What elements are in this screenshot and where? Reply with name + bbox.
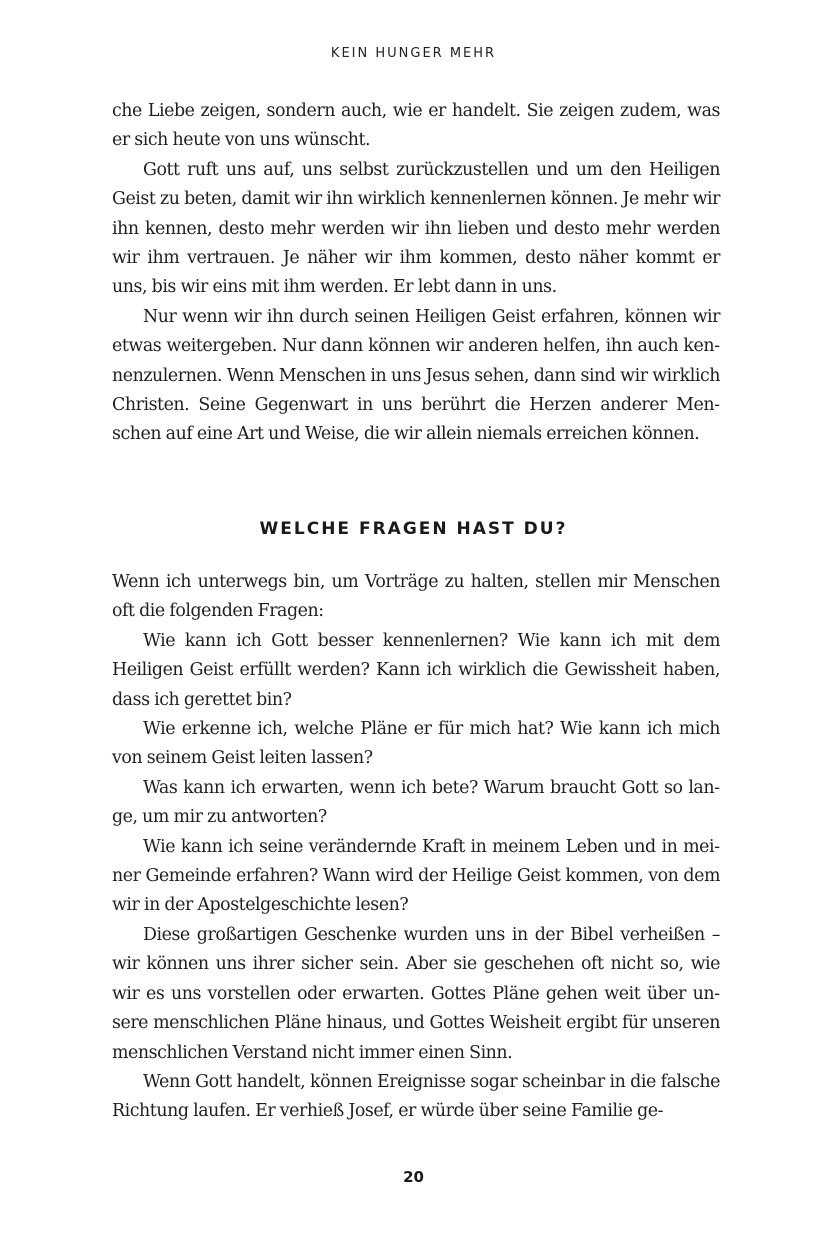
page-number: 20	[403, 1168, 424, 1186]
paragraph: Wie erkenne ich, welche Pläne er für mich hat? Wie kann ich mich von seinem Geist leiten lassen?	[112, 719, 720, 769]
paragraph: Wie kann ich seine verändernde Kraft in meinem Leben und in meiner Gemeinde erfahren? Wann wird der Heilige Geist kommen, von dem wir in der Apostelgeschichte lesen?	[112, 836, 720, 916]
paragraph: Nur wenn wir ihn durch seinen Heiligen Geist erfahren, können wir etwas weitergeben. Nur dann können wir anderen helfen, ihn auch kennenzulernen. Wenn Menschen in uns Jesus sehen, dann sind wir wirklich Christen. Seine Gegenwart in uns berührt die Herzen anderer Menschen auf eine Art und Weise, die wir allein niemals erreichen können.	[112, 306, 720, 445]
paragraph: Wenn ich unterwegs bin, um Vorträge zu halten, stellen mir Menschen oft die folgenden Fragen:	[112, 572, 720, 622]
paragraph: Wie kann ich Gott besser kennenlernen? Wie kann ich mit dem Heiligen Geist erfüllt werden? Kann ich wirklich die Gewissheit haben, dass ich gerettet bin?	[112, 630, 720, 710]
section-heading: WELCHE FRAGEN HAST DU?	[259, 519, 568, 539]
text-block-questions	[112, 568, 720, 1127]
paragraph: Was kann ich erwarten, wenn ich bete? Warum braucht Gott so lange, um mir zu antworten?	[112, 777, 720, 828]
paragraph: Wenn Gott handelt, können Ereignisse sogar scheinbar in die falsche Richtung laufen. Er verhieß Josef, er würde über seine Familie ge-	[112, 1071, 720, 1122]
text-block-intro	[112, 97, 720, 450]
paragraph: che Liebe zeigen, sondern auch, wie er handelt. Sie zeigen zudem, was er sich heute von uns wünscht.	[112, 101, 720, 151]
paragraph: Diese großartigen Geschenke wurden uns in der Bibel verheißen – wir können uns ihrer sicher sein. Aber sie geschehen oft nicht so, wie wir es uns vorstellen oder erwarten. Gottes Pläne gehen weit über unsere menschlichen Pläne hinaus, und Gottes Weisheit ergibt für unseren menschlichen Verstand nicht immer einen Sinn.	[112, 924, 720, 1063]
running-head: KEIN HUNGER MEHR	[330, 46, 497, 61]
paragraph: Gott ruft uns auf, uns selbst zurückzustellen und um den Heiligen Geist zu beten, damit wir ihn wirklich kennenlernen können. Je mehr wir ihn kennen, desto mehr werden wir ihn lieben und desto mehr werden wir ihm vertrauen. Je näher wir ihm kommen, desto näher kommt er uns, bis wir eins mit ihm werden. Er lebt dann in uns.	[112, 159, 720, 298]
